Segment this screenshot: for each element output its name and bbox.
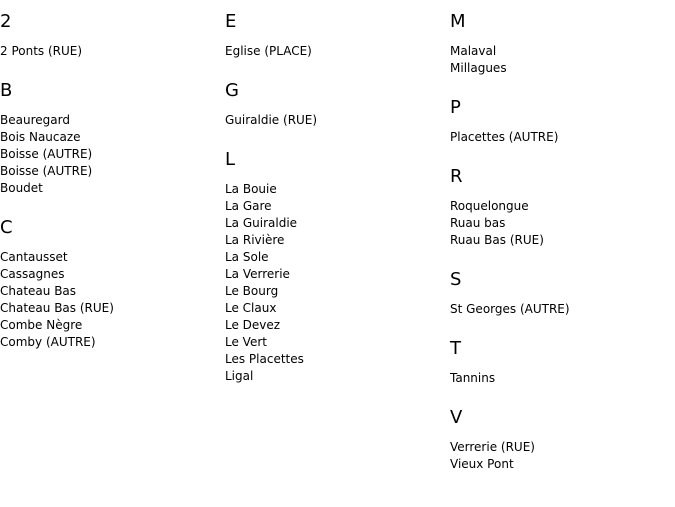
street-link[interactable]: La Gare: [225, 199, 272, 213]
street-link[interactable]: 2 Ponts (RUE): [0, 44, 83, 58]
street-link[interactable]: Les Placettes: [225, 352, 304, 366]
letter-heading: S: [450, 269, 462, 290]
letter-group: [0, 11, 220, 60]
letter-heading: C: [0, 217, 13, 238]
letter-group: [450, 338, 670, 387]
letter-group: [450, 11, 670, 77]
street-list: [0, 112, 220, 197]
letter-heading: E: [225, 11, 237, 32]
street-link[interactable]: La Bouie: [225, 182, 277, 196]
street-link[interactable]: Boudet: [0, 181, 43, 195]
street-list: [225, 43, 445, 60]
street-list: [450, 370, 670, 387]
street-list: [0, 249, 220, 351]
street-link[interactable]: Combe Nègre: [0, 318, 83, 332]
street-index-column-3: [450, 0, 670, 493]
letter-group: [225, 149, 445, 385]
street-list: [450, 43, 670, 77]
street-link[interactable]: Le Devez: [225, 318, 281, 332]
street-link[interactable]: Roquelongue: [450, 199, 529, 213]
letter-group: [0, 217, 220, 351]
street-list: [450, 301, 670, 318]
street-link[interactable]: La Verrerie: [225, 267, 290, 281]
street-link[interactable]: Guiraldie (RUE): [225, 113, 318, 127]
letter-heading: M: [450, 11, 466, 32]
letter-heading: L: [225, 149, 236, 170]
street-link[interactable]: Vieux Pont: [450, 457, 514, 471]
street-link[interactable]: St Georges (AUTRE): [450, 302, 570, 316]
street-link[interactable]: Le Bourg: [225, 284, 279, 298]
street-list: [0, 43, 220, 60]
street-link[interactable]: La Sole: [225, 250, 269, 264]
street-link[interactable]: Cantausset: [0, 250, 68, 264]
street-link[interactable]: Comby (AUTRE): [0, 335, 96, 349]
street-link[interactable]: Le Claux: [225, 301, 277, 315]
street-link[interactable]: Ligal: [225, 369, 254, 383]
street-list: [225, 181, 445, 385]
street-link[interactable]: Bois Naucaze: [0, 130, 81, 144]
letter-heading: R: [450, 166, 463, 187]
street-link[interactable]: Ruau bas: [450, 216, 506, 230]
letter-group: [450, 269, 670, 318]
letter-group: [450, 166, 670, 249]
street-link[interactable]: Beauregard: [0, 113, 70, 127]
street-link[interactable]: Le Vert: [225, 335, 267, 349]
letter-group: [450, 97, 670, 146]
street-link[interactable]: Malaval: [450, 44, 497, 58]
street-link[interactable]: Chateau Bas: [0, 284, 77, 298]
street-link[interactable]: Boisse (AUTRE): [0, 147, 93, 161]
letter-group: [450, 407, 670, 473]
letter-heading: G: [225, 80, 239, 101]
street-index-column-1: [0, 0, 220, 371]
street-link[interactable]: Placettes (AUTRE): [450, 130, 559, 144]
letter-group: [225, 11, 445, 60]
street-link[interactable]: La Guiraldie: [225, 216, 298, 230]
street-list: [225, 112, 445, 129]
letter-heading: V: [450, 407, 463, 428]
street-link[interactable]: La Rivière: [225, 233, 285, 247]
letter-heading: T: [450, 338, 461, 359]
letter-group: [0, 80, 220, 197]
street-link[interactable]: Verrerie (RUE): [450, 440, 535, 454]
street-link[interactable]: Chateau Bas (RUE): [0, 301, 114, 315]
letter-heading: B: [0, 80, 13, 101]
street-link[interactable]: Boisse (AUTRE): [0, 164, 93, 178]
letter-heading: P: [450, 97, 461, 118]
letter-heading: 2: [0, 11, 12, 32]
street-link[interactable]: Eglise (PLACE): [225, 44, 312, 58]
street-link[interactable]: Tannins: [450, 371, 496, 385]
street-list: [450, 198, 670, 249]
street-link[interactable]: Millagues: [450, 61, 507, 75]
street-link[interactable]: Cassagnes: [0, 267, 65, 281]
street-list: [450, 129, 670, 146]
street-index-column-2: [225, 0, 445, 405]
street-list: [450, 439, 670, 473]
letter-group: [225, 80, 445, 129]
street-link[interactable]: Ruau Bas (RUE): [450, 233, 544, 247]
